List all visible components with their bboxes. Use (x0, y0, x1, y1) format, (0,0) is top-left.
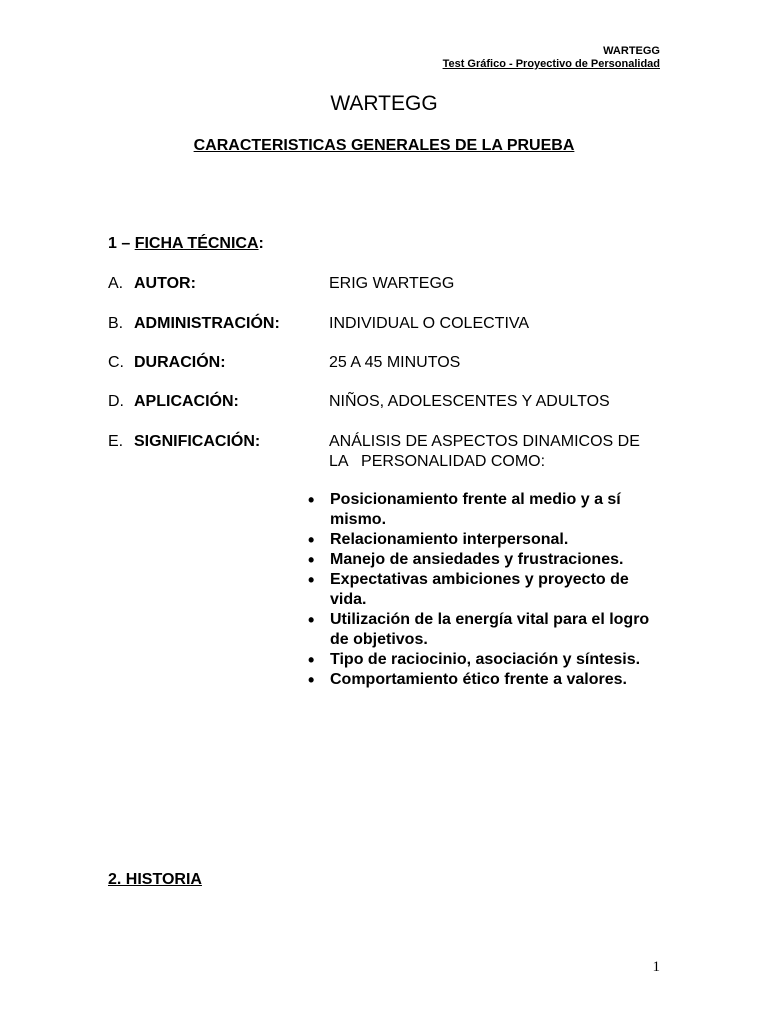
row-label: ADMINISTRACIÓN: (134, 315, 280, 332)
section-2-title: 2. HISTORIA (108, 871, 202, 888)
list-item-text: Relacionamiento interpersonal. (330, 531, 569, 548)
list-item (306, 670, 666, 690)
row-duracion (108, 353, 668, 373)
list-item (306, 490, 666, 530)
row-value: ERIG WARTEGG (329, 275, 455, 292)
bullet-icon: • (308, 610, 315, 630)
row-label: AUTOR: (134, 275, 196, 292)
row-letter: E. (108, 433, 124, 450)
running-header (443, 45, 660, 71)
row-administracion (108, 314, 668, 334)
bullet-icon: • (308, 570, 315, 590)
list-item-text: Utilización de la energía vital para el logro de objetivos. (330, 611, 650, 648)
section-1-heading (108, 234, 264, 254)
row-significacion (108, 432, 668, 472)
row-value: 25 A 45 MINUTOS (329, 354, 461, 371)
bullet-icon: • (308, 670, 315, 690)
header-subtitle: Test Gráfico - Proyectivo de Personalidad (442, 58, 660, 70)
section-1-number: 1 – (108, 235, 135, 252)
header-title: WARTEGG (603, 45, 660, 57)
row-autor (108, 274, 668, 294)
list-item-text: Manejo de ansiedades y frustraciones. (330, 551, 624, 568)
list-item-text: Expectativas ambiciones y proyecto de vida. (330, 571, 629, 608)
list-item-text: Comportamiento ético frente a valores. (330, 671, 627, 688)
row-letter: B. (108, 315, 124, 332)
significacion-bullet-list (306, 490, 666, 690)
list-item (306, 530, 666, 550)
row-value: ANÁLISIS DE ASPECTOS DINAMICOS DE LA PERSONALIDAD COMO: (329, 433, 645, 470)
row-aplicacion (108, 392, 668, 412)
row-letter: C. (108, 354, 124, 371)
row-label: APLICACIÓN: (134, 393, 239, 410)
document-subtitle: CARACTERISTICAS GENERALES DE LA PRUEBA (193, 137, 575, 154)
row-letter: D. (108, 393, 124, 410)
section-1-title: FICHA TÉCNICA (134, 235, 259, 252)
page-number: 1 (652, 959, 660, 975)
document-title: WARTEGG (330, 92, 438, 115)
list-item (306, 610, 666, 650)
list-item (306, 650, 666, 670)
row-label: DURACIÓN: (134, 354, 226, 371)
row-label: SIGNIFICACIÓN: (134, 433, 261, 450)
row-value: NIÑOS, ADOLESCENTES Y ADULTOS (329, 393, 610, 410)
bullet-icon: • (308, 650, 315, 670)
list-item-text: Tipo de raciocinio, asociación y síntesis. (330, 651, 641, 668)
bullet-icon: • (308, 530, 315, 550)
list-item (306, 570, 666, 610)
bullet-icon: • (308, 490, 315, 510)
list-item-text: Posicionamiento frente al medio y a sí mismo. (330, 491, 621, 528)
row-letter: A. (108, 275, 124, 292)
section-2-heading (108, 870, 202, 890)
list-item (306, 550, 666, 570)
row-value: INDIVIDUAL O COLECTIVA (329, 315, 530, 332)
section-1-colon: : (258, 235, 264, 252)
bullet-icon: • (308, 550, 315, 570)
